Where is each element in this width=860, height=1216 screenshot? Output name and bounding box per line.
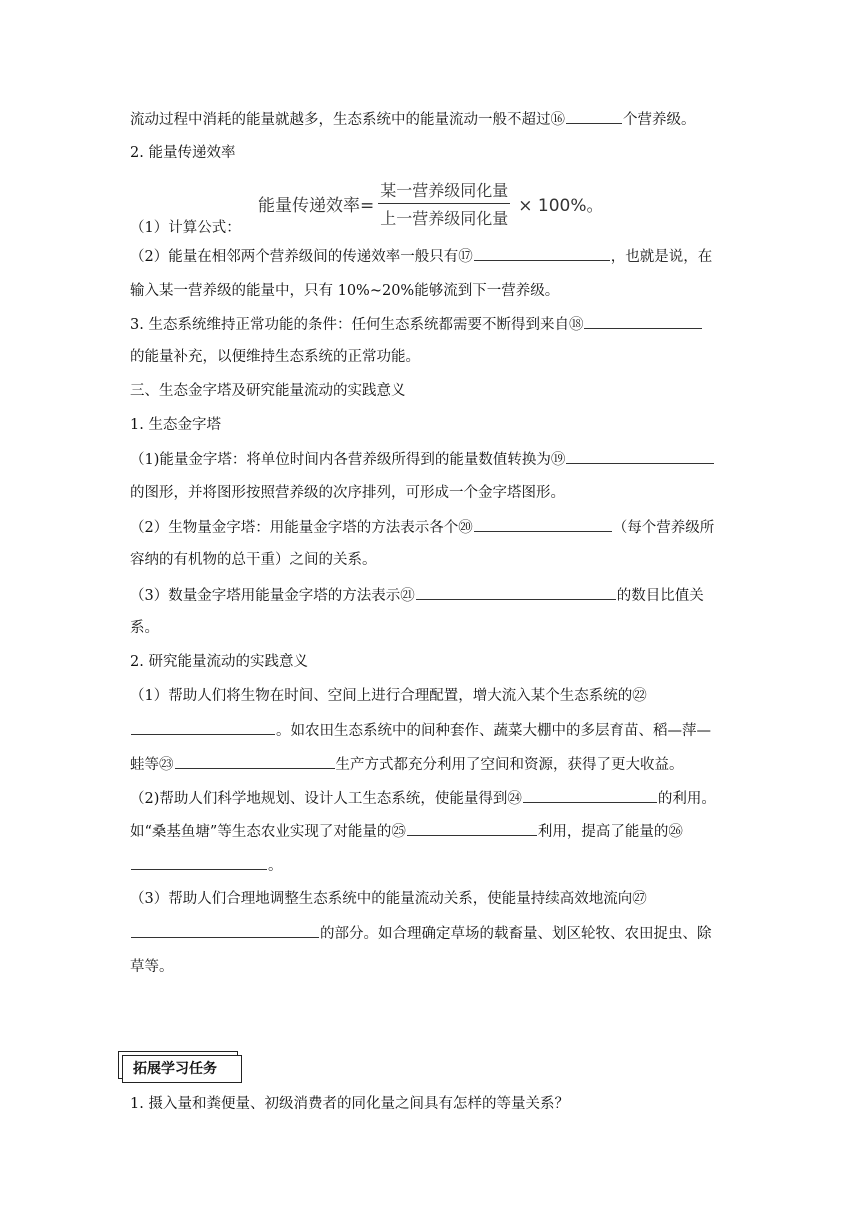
text-line bbox=[130, 821, 683, 842]
formula-rhs: × 100%。 bbox=[518, 195, 604, 216]
line-text: （2）能量在相邻两个营养级间的传递效率一般只有⑰ bbox=[130, 249, 473, 265]
text-line bbox=[130, 788, 716, 809]
line-text: 流动过程中消耗的能量就越多，生态系统中的能量流动一般不超过⑯ bbox=[130, 112, 565, 128]
formula-lhs: 能量传递效率= bbox=[258, 195, 375, 216]
line-text: 系。 bbox=[130, 620, 159, 636]
line-text: 三、生态金字塔及研究能量流动的实践意义 bbox=[130, 383, 406, 399]
line-text: 的利用。 bbox=[657, 791, 716, 807]
text-line bbox=[130, 109, 696, 130]
question-1 bbox=[130, 1094, 569, 1114]
line-text: 的图形，并将图形按照营养级的次序排列，可形成一个金字塔图形。 bbox=[130, 485, 565, 501]
question-text: 1. 摄入量和粪便量、初级消费者的同化量之间具有怎样的等量关系？ bbox=[130, 1096, 569, 1112]
text-line bbox=[130, 449, 715, 470]
line-text: 的部分。如合理确定草场的载畜量、划区轮牧、农田捉虫、除 bbox=[320, 926, 712, 942]
line-text: （每个营养级所 bbox=[612, 520, 715, 536]
section-heading bbox=[130, 381, 406, 401]
answer-blank-19[interactable] bbox=[566, 449, 714, 464]
line-text: 的数目比值关 bbox=[616, 588, 704, 604]
extended-task-label bbox=[118, 1051, 240, 1081]
text-line bbox=[130, 281, 559, 301]
text-line bbox=[130, 754, 684, 775]
text-line bbox=[130, 517, 714, 538]
answer-blank-16[interactable] bbox=[566, 109, 622, 124]
formula-fraction bbox=[378, 178, 510, 229]
answer-blank-27[interactable] bbox=[131, 923, 319, 938]
line-text: 2. 研究能量流动的实践意义 bbox=[130, 654, 308, 670]
formula-denominator: 上一营养级同化量 bbox=[380, 208, 509, 228]
transfer-efficiency-formula bbox=[258, 180, 604, 226]
answer-blank-21[interactable] bbox=[416, 585, 616, 600]
line-text: 1. 生态金字塔 bbox=[130, 417, 221, 433]
text-line bbox=[130, 550, 377, 570]
text-line bbox=[130, 483, 565, 503]
line-text: 个营养级。 bbox=[623, 112, 696, 128]
line-text: （1)能量金字塔：将单位时间内各营养级所得到的能量数值转换为⑲ bbox=[130, 452, 566, 468]
line-text: 蛙等㉓ bbox=[130, 757, 174, 773]
line-text: （1）帮助人们将生物在时间、空间上进行合理配置，增大流入某个生态系统的㉒ bbox=[130, 688, 647, 704]
formula-numerator: 某一营养级同化量 bbox=[380, 180, 509, 200]
line-text: 。如农田生态系统中的间种套作、蔬菜大棚中的多层育苗、稻—萍— bbox=[276, 723, 711, 739]
text-line bbox=[130, 314, 703, 335]
line-text: （1）计算公式： bbox=[130, 220, 241, 236]
text-line bbox=[130, 957, 174, 977]
line-text: 生产方式都充分利用了空间和资源，获得了更大收益。 bbox=[335, 757, 684, 773]
subheading bbox=[130, 143, 235, 163]
answer-blank-20[interactable] bbox=[474, 517, 612, 532]
line-text: 利用，提高了能量的㉖ bbox=[537, 824, 683, 840]
answer-blank-24[interactable] bbox=[523, 788, 657, 803]
subheading bbox=[130, 415, 221, 435]
line-text: （3）帮助人们合理地调整生态系统中的能量流动关系，使能量持续高效地流向㉗ bbox=[130, 891, 647, 907]
text-line bbox=[130, 347, 420, 367]
text-line bbox=[130, 720, 711, 741]
answer-blank-25[interactable] bbox=[407, 821, 537, 836]
line-text: 3. 生态系统维持正常功能的条件：任何生态系统都需要不断得到来自⑱ bbox=[130, 317, 584, 333]
answer-blank-17[interactable] bbox=[474, 246, 610, 261]
line-text: ，也就是说，在 bbox=[610, 249, 713, 265]
line-text: （2)帮助人们科学地规划、设计人工生态系统，使能量得到㉔ bbox=[130, 791, 522, 807]
text-line bbox=[130, 585, 704, 606]
answer-blank-26[interactable] bbox=[131, 855, 267, 870]
task-box-title: 拓展学习任务 bbox=[122, 1055, 242, 1083]
line-text: 2. 能量传递效率 bbox=[130, 145, 236, 161]
line-text: 如“桑基鱼塘”等生态农业实现了对能量的㉕ bbox=[130, 824, 406, 840]
text-line bbox=[130, 686, 647, 706]
text-line bbox=[130, 246, 712, 267]
line-text: （3）数量金字塔用能量金字塔的方法表示㉑ bbox=[130, 588, 415, 604]
text-line bbox=[130, 218, 241, 238]
line-text: （2）生物量金字塔：用能量金字塔的方法表示各个⑳ bbox=[130, 520, 473, 536]
answer-blank-22[interactable] bbox=[131, 720, 275, 735]
line-text: 的能量补充，以便维持生态系统的正常功能。 bbox=[130, 349, 420, 365]
text-line bbox=[130, 889, 647, 909]
answer-blank-23[interactable] bbox=[175, 754, 335, 769]
line-text: 。 bbox=[268, 858, 283, 874]
text-line bbox=[130, 618, 159, 638]
text-line bbox=[130, 923, 712, 944]
line-text: 容纳的有机物的总干重）之间的关系。 bbox=[130, 552, 377, 568]
line-text: 草等。 bbox=[130, 959, 174, 975]
subheading bbox=[130, 652, 308, 672]
text-line bbox=[130, 855, 283, 876]
answer-blank-18[interactable] bbox=[584, 314, 702, 329]
line-text: 输入某一营养级的能量中，只有 10%~20%能够流到下一营养级。 bbox=[130, 283, 560, 299]
